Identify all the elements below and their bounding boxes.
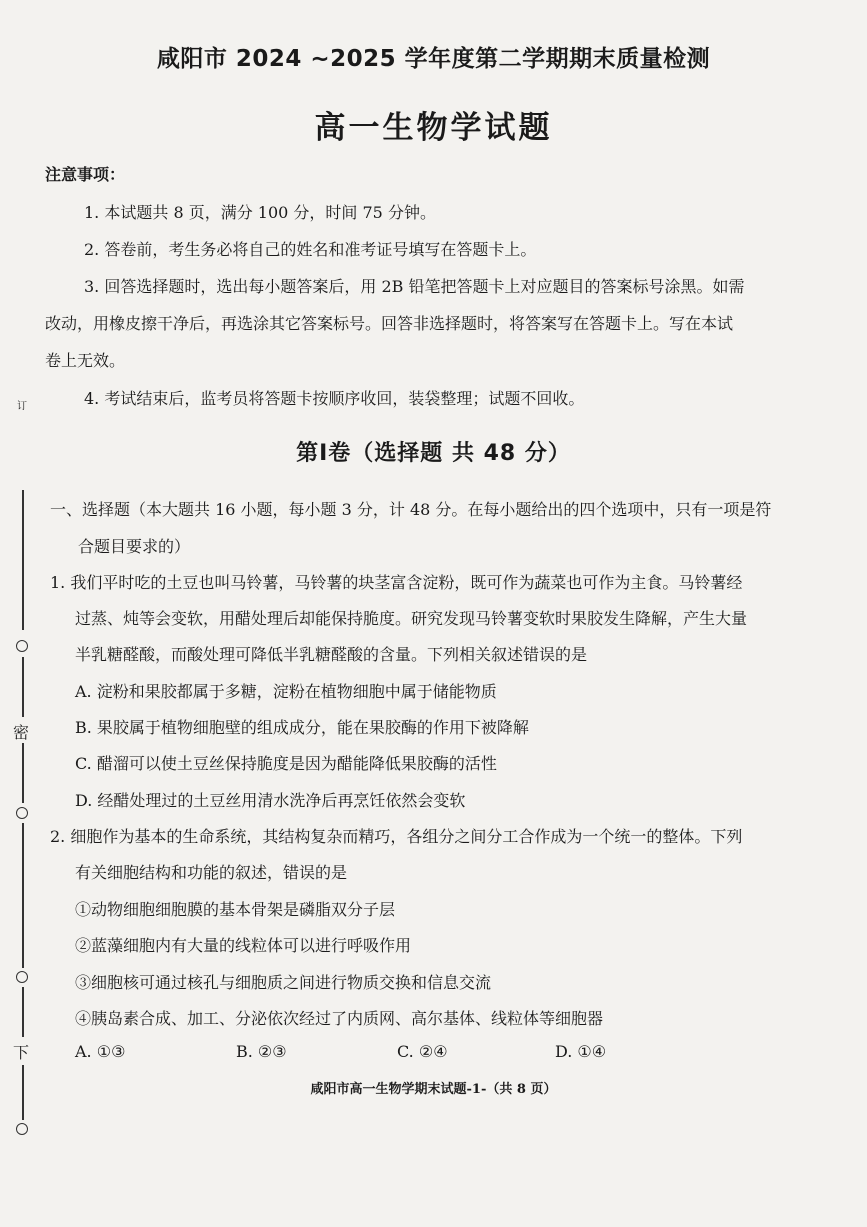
question-2-option-b: B. ②③ bbox=[236, 1042, 287, 1061]
notice-heading: 注意事项： bbox=[45, 165, 126, 184]
binding-circle bbox=[16, 640, 28, 652]
notice-item: 2. 答卷前，考生务必将自己的姓名和准考证号填写在答题卡上。 bbox=[84, 240, 537, 259]
question-2-statement: ①动物细胞细胞膜的基本骨架是磷脂双分子层 bbox=[75, 900, 396, 919]
question-2-option-a: A. ①③ bbox=[75, 1042, 126, 1061]
question-2-stem: 有关细胞结构和功能的叙述，错误的是 bbox=[75, 863, 348, 882]
binding-circle bbox=[16, 971, 28, 983]
question-2-option-c: C. ②④ bbox=[397, 1042, 448, 1061]
binding-line bbox=[22, 743, 24, 803]
binding-line bbox=[22, 823, 24, 968]
question-1-option-b: B. 果胶属于植物细胞壁的组成成分，能在果胶酶的作用下被降解 bbox=[75, 718, 529, 737]
notice-item: 4. 考试结束后，监考员将答题卡按顺序收回，装袋整理；试题不回收。 bbox=[84, 389, 585, 408]
binding-line bbox=[22, 987, 24, 1037]
question-1-stem: 半乳糖醛酸，而酸处理可降低半乳糖醛酸的含量。下列相关叙述错误的是 bbox=[75, 645, 588, 664]
exam-subject: 高一生物学试题 bbox=[314, 110, 553, 146]
question-2-option-d: D. ①④ bbox=[555, 1042, 607, 1061]
question-1-option-a: A. 淀粉和果胶都属于多糖，淀粉在植物细胞中属于储能物质 bbox=[75, 682, 497, 701]
notice-item: 1. 本试题共 8 页，满分 100 分，时间 75 分钟。 bbox=[84, 203, 436, 222]
question-1-stem: 过蒸、炖等会变软，用醋处理后却能保持脆度。研究发现马铃薯变软时果胶发生降解，产生大量 bbox=[75, 609, 748, 628]
question-2-statement: ②蓝藻细胞内有大量的线粒体可以进行呼吸作用 bbox=[75, 936, 412, 955]
binding-margin bbox=[8, 395, 38, 1145]
binding-line bbox=[22, 490, 24, 630]
section-intro: 一、选择题（本大题共 16 小题，每小题 3 分，计 48 分。在每小题给出的四个选项中，只有一项是符 bbox=[50, 500, 772, 519]
page-footer: 咸阳市高一生物学期末试题-1-（共 8 页） bbox=[310, 1082, 557, 1097]
notice-item: 卷上无效。 bbox=[45, 351, 126, 370]
exam-title: 咸阳市 2024 ~2025 学年度第二学期期末质量检测 bbox=[156, 46, 711, 72]
section-intro: 合题目要求的） bbox=[78, 537, 191, 556]
notice-item: 3. 回答选择题时，选出每小题答案后，用 2B 铅笔把答题卡上对应题目的答案标号涂黑。如需 bbox=[84, 277, 745, 296]
section-title: 第Ⅰ卷（选择题 共 48 分） bbox=[296, 441, 571, 466]
question-1-option-c: C. 醋溜可以使土豆丝保持脆度是因为醋能降低果胶酶的活性 bbox=[75, 754, 497, 773]
binding-char: 下 bbox=[13, 1043, 30, 1062]
notice-item: 改动，用橡皮擦干净后，再选涂其它答案标号。回答非选择题时，将答案写在答题卡上。写在本试 bbox=[45, 314, 734, 333]
question-1-stem: 1. 我们平时吃的土豆也叫马铃薯，马铃薯的块茎富含淀粉，既可作为蔬菜也可作为主食。马铃薯经 bbox=[50, 573, 743, 592]
binding-char: 订 bbox=[17, 401, 27, 412]
binding-circle bbox=[16, 807, 28, 819]
binding-circle bbox=[16, 1123, 28, 1135]
question-2-stem: 2. 细胞作为基本的生命系统，其结构复杂而精巧，各组分之间分工合作成为一个统一的整体。下列 bbox=[50, 827, 743, 846]
binding-char: 密 bbox=[13, 723, 30, 742]
question-2-statement: ③细胞核可通过核孔与细胞质之间进行物质交换和信息交流 bbox=[75, 973, 492, 992]
question-2-statement: ④胰岛素合成、加工、分泌依次经过了内质网、高尔基体、线粒体等细胞器 bbox=[75, 1009, 604, 1028]
binding-line bbox=[22, 657, 24, 717]
question-1-option-d: D. 经醋处理过的土豆丝用清水洗净后再烹饪依然会变软 bbox=[75, 791, 466, 810]
